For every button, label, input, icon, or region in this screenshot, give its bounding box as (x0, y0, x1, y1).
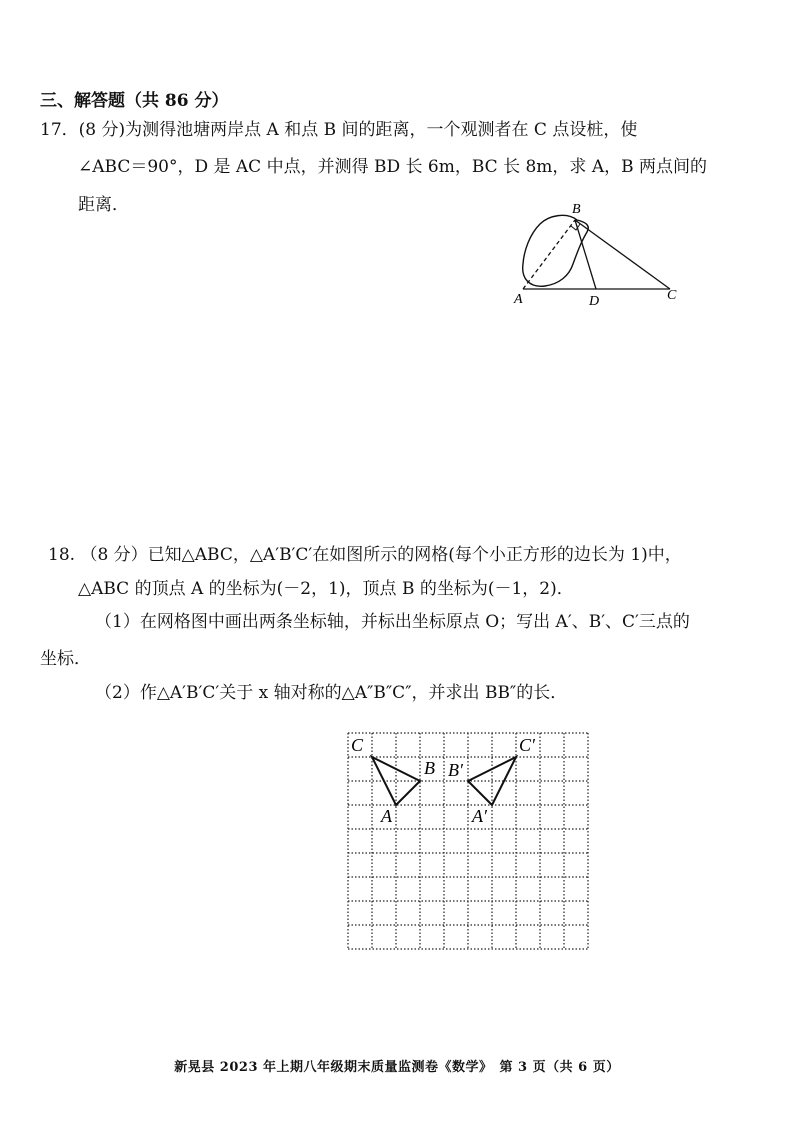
grid-label-b: B (424, 758, 435, 778)
grid-lines (348, 733, 588, 949)
q18-grid-figure (345, 726, 595, 956)
grid-label-b-prime: B′ (448, 760, 463, 780)
segment-bc (575, 220, 670, 289)
grid-label-c-prime: C′ (519, 735, 535, 755)
grid-label-a-prime: A′ (472, 806, 487, 826)
q17-line-3: 距离． (78, 195, 129, 215)
right-angle-mark (571, 224, 580, 230)
q17-line-2: ∠ABC＝90°，D 是 AC 中点，并测得 BD 长 6m，BC 长 8m，求 A，B 两点间的 (78, 157, 707, 177)
q18-score: （8 分） (80, 545, 148, 565)
q18-part1-line-2: 坐标． (40, 649, 91, 669)
page-footer: 新晃县 2023 年上期八年级期末质量监测卷《数学》 第 3 页（共 6 页） (174, 1060, 620, 1075)
grid-label-c: C (351, 735, 364, 755)
q18-text-1: 已知△ABC，△A′B′C′在如图所示的网格(每个小正方形的边长为 1)中， (147, 545, 682, 565)
section-heading: 三、解答题（共 86 分） (40, 91, 229, 111)
q17-line-1 (40, 119, 637, 141)
grid-label-a: A (381, 806, 392, 826)
q18-line-1 (48, 544, 682, 566)
label-a: A (514, 292, 523, 307)
q18-part2: （2）作△A′B′C′关于 x 轴对称的△A″B″C″，并求出 BB″的长． (95, 683, 568, 703)
q17-text-1: 为测得池塘两岸点 A 和点 B 间的距离，一个观测者在 C 点设桩，使 (125, 120, 638, 140)
segment-bd (575, 220, 596, 289)
q17-figure (505, 198, 695, 310)
q18-number: 18. (48, 545, 76, 565)
label-c: C (667, 288, 677, 303)
q17-number: 17． (40, 120, 79, 140)
label-d: D (589, 294, 600, 309)
segment-ab (523, 220, 575, 289)
q18-line-2: △ABC 的顶点 A 的坐标为(－2，1)，顶点 B 的坐标为(－1，2)． (78, 579, 574, 599)
q17-score: (8 分) (78, 120, 126, 140)
triangle-abc (372, 757, 420, 805)
q18-part1-line-1: （1）在网格图中画出两条坐标轴，并标出坐标原点 O；写出 A′、B′、C′三点的 (95, 612, 690, 632)
label-b: B (572, 202, 581, 217)
